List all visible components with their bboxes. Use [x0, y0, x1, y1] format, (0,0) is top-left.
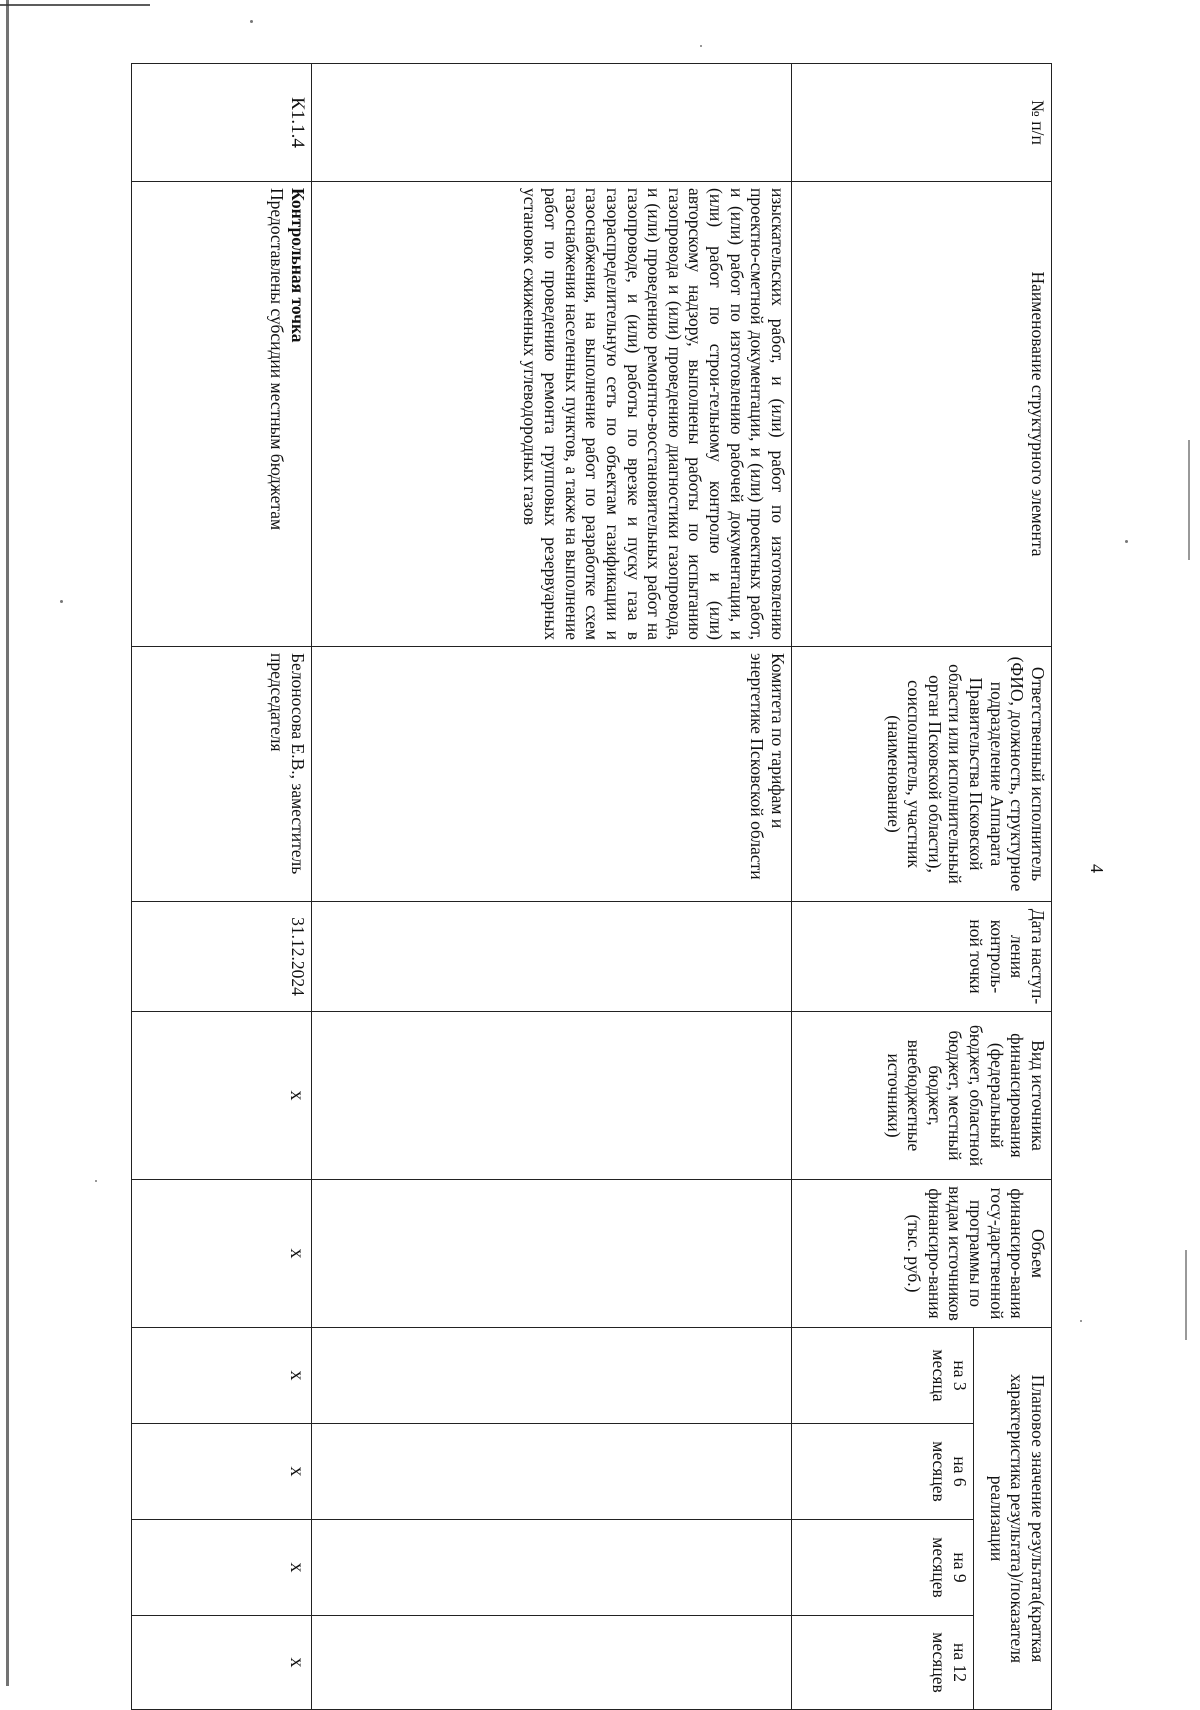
scan-page-edge-top: [0, 4, 150, 6]
cell-k114-m12: х: [132, 1616, 312, 1710]
cell-num-empty: [312, 64, 792, 182]
scan-edge-mark: [1185, 1250, 1187, 1340]
scan-speck: [250, 20, 253, 23]
header-planned-value: Плановое значение результата(краткая характеристика результата)/показателя реализации: [974, 1328, 1052, 1710]
cell-m9-empty: [312, 1520, 792, 1616]
cell-volume-empty: [312, 1180, 792, 1328]
cell-date-empty: [312, 902, 792, 1012]
header-m12: на 12 месяцев: [792, 1616, 974, 1710]
cell-k114-responsible: Белоносова Е.В., заместитель председателя: [132, 647, 312, 902]
table-row-k114: [132, 64, 312, 1710]
cell-m12-empty: [312, 1616, 792, 1710]
header-responsible: Ответственный исполнитель (ФИО, должность, структурное подразделение Аппарата Правительства Псковской области или исполнительный орган Псковской области), соисполнитель, участник (наименование): [792, 647, 1052, 902]
header-name: Наименование структурного элемента: [792, 182, 1052, 647]
header-m6: на 6 месяцев: [792, 1424, 974, 1520]
control-point-text: Предоставлены субсидии местным бюджетам: [267, 188, 288, 531]
rotated-table-container: [132, 63, 1052, 1709]
table-row-continuation: [312, 64, 792, 1710]
cell-k114-m9: х: [132, 1520, 312, 1616]
header-date: Дата наступ-ления контроль-ной точки: [792, 902, 1052, 1012]
scan-speck: [60, 600, 63, 603]
cell-source-empty: [312, 1012, 792, 1180]
cell-k114-name: [132, 182, 312, 647]
control-point-title: Контрольная точка: [288, 188, 308, 343]
cell-k114-date: 31.12.2024: [132, 902, 312, 1012]
header-m3: на 3 месяца: [792, 1328, 974, 1424]
scan-speck: [700, 45, 702, 47]
cell-k114-volume: х: [132, 1180, 312, 1328]
header-num: № п/п: [792, 64, 1052, 182]
cell-name-continuation: изыскательских работ, и (или) работ по изготовлению проектно-сметной документации, и (или) проектных работ, и (или) работ по изготовлению рабочей документации, и (или) работ по строи-тельному контролю и (или) авторскому надзору, выполнены работы по испытанию газопровода и (или) проведению диагностики газопровода, и (или) проведению ремонтно-восстановительных работ на газопроводе, и (или) работы по врезке и пуску газа в газораспределительную сеть по объектам газификации и газоснабжения, на выполнение работ по разработке схем газоснабжения населенных пунктов, а также на выполнение работ по проведению ремонта групповых резервуарных установок сжиженных углеводородных газов: [312, 182, 792, 647]
control-points-table: [131, 63, 1052, 1710]
cell-code: К1.1.4: [132, 64, 312, 182]
cell-m6-empty: [312, 1424, 792, 1520]
cell-m3-empty: [312, 1328, 792, 1424]
cell-k114-m3: х: [132, 1328, 312, 1424]
cell-k114-m6: х: [132, 1424, 312, 1520]
cell-responsible-continuation: Комитета по тарифам и энергетике Псковской области: [312, 647, 792, 902]
scan-speck: [1125, 540, 1128, 543]
header-volume: Объем финансиро-вания госу-дарственной программы по видам источников финансиро-вания (тыс. руб.): [792, 1180, 1052, 1328]
scan-speck: [1080, 1320, 1082, 1322]
header-m9: на 9 месяцев: [792, 1520, 974, 1616]
page-number: 4: [1087, 864, 1107, 873]
scan-page-edge: [6, 0, 9, 1686]
header-source: Вид источника финансирования (федеральный бюджет, областной бюджет, местный бюджет, внебюджетные источники): [792, 1012, 1052, 1180]
header-row-1: [974, 64, 1052, 1710]
scan-edge-mark: [1188, 440, 1190, 560]
cell-k114-source: х: [132, 1012, 312, 1180]
scan-speck: [95, 1180, 97, 1182]
